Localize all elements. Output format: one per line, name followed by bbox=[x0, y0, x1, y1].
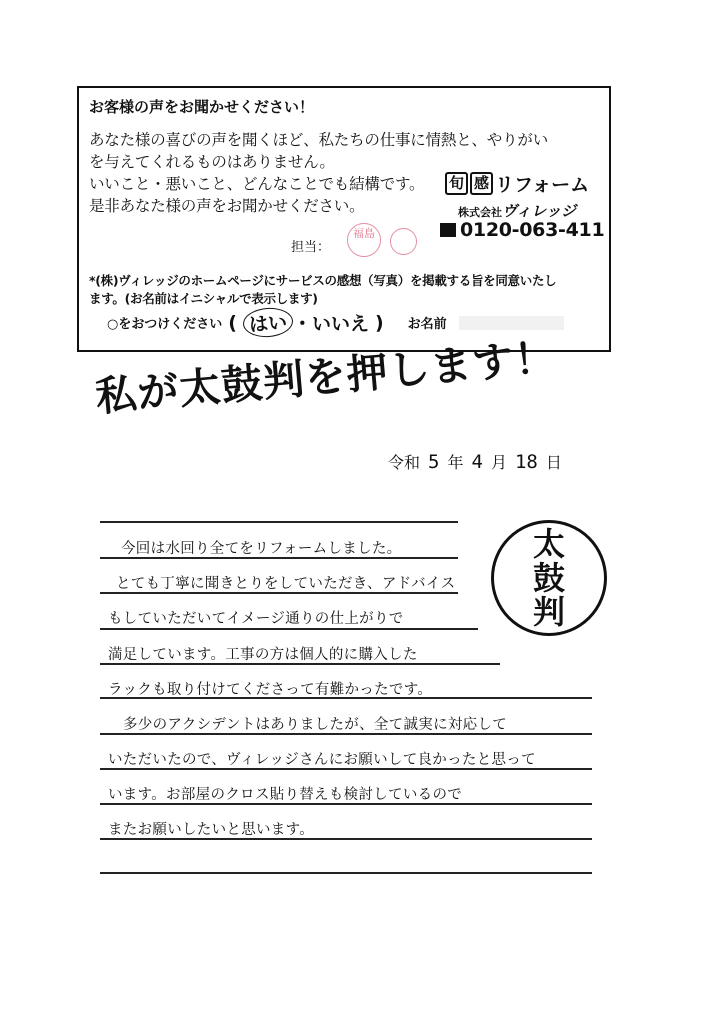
company-name bbox=[458, 200, 576, 221]
option-label: ○をおつけください bbox=[107, 317, 223, 332]
message-line: とても丁寧に聞きとりをしていただき、アドバイス bbox=[116, 576, 456, 592]
message-line: いただいたので、ヴィレッジさんにお願いして良かったと思って bbox=[108, 752, 536, 768]
message-line: います。お部屋のクロス貼り替えも検討しているので bbox=[108, 787, 463, 803]
date bbox=[388, 450, 562, 473]
ruled-line bbox=[100, 628, 478, 630]
date-month: 4 bbox=[471, 451, 483, 473]
intro-line: いいこと・悪いこと、どんなことでも結構です。 bbox=[89, 175, 425, 193]
separator-dot: ・ bbox=[292, 313, 312, 335]
no-option[interactable]: いいえ bbox=[311, 313, 369, 335]
company-brand: ヴィレッジ bbox=[502, 202, 576, 220]
staff-seal-stamp: 福島 bbox=[347, 223, 381, 257]
open-paren: ( bbox=[228, 311, 237, 334]
headline: 私が太鼓判を押します！ bbox=[93, 332, 559, 422]
phone-number: 0120-063-411 bbox=[460, 219, 605, 241]
consent-line: *(株)ヴィレッジのホームページにサービスの感想（写真）を掲載する旨を同意いたし bbox=[89, 273, 557, 288]
intro-line: あなた様の喜びの声を聞くほど、私たちの仕事に情熱と、やりがい bbox=[89, 131, 549, 149]
message-line: 満足しています。工事の方は個人的に購入した bbox=[108, 647, 418, 663]
stamp-char: 判 bbox=[532, 593, 565, 631]
ruled-line bbox=[100, 521, 458, 523]
logo-mark: 感 bbox=[470, 172, 493, 195]
name-label: お名前 bbox=[407, 317, 447, 332]
stamp-char: 太 bbox=[532, 525, 565, 563]
phone-row bbox=[440, 219, 604, 241]
message-line: 多少のアクシデントはありましたが、全て誠実に対応して bbox=[123, 717, 508, 733]
intro-line: 是非あなた様の声をお聞かせください。 bbox=[89, 197, 365, 215]
date-year: 5 bbox=[428, 451, 440, 473]
message-line: ラックも取り付けてくださって有難かったです。 bbox=[108, 682, 433, 698]
consent-line: ます。(お名前はイニシャルで表示します) bbox=[89, 291, 318, 306]
message-line: 今回は水回り全てをリフォームしました。 bbox=[121, 541, 402, 557]
message-line: またお願いしたいと思います。 bbox=[108, 822, 315, 838]
date-year-label: 年 bbox=[447, 453, 464, 472]
feedback-form-box bbox=[77, 86, 611, 352]
date-day: 18 bbox=[514, 451, 538, 473]
form-title: お客様の声をお聞かせください！ bbox=[89, 98, 315, 116]
intro-line: を与えてくれるものはありません。 bbox=[89, 153, 335, 171]
second-seal-stamp bbox=[390, 228, 417, 255]
logo-text: リフォーム bbox=[495, 174, 590, 196]
company-logo bbox=[445, 170, 589, 197]
yes-option-circled[interactable]: はい bbox=[242, 306, 294, 338]
free-dial-icon bbox=[440, 223, 456, 237]
date-day-label: 日 bbox=[545, 453, 562, 472]
logo-mark: 旬 bbox=[445, 172, 468, 195]
ruled-line bbox=[100, 872, 592, 874]
company-prefix: 株式会社 bbox=[458, 206, 502, 219]
taikoban-stamp bbox=[491, 520, 607, 636]
staff-label: 担当： bbox=[291, 240, 331, 255]
message-line: もしていただいてイメージ通りの仕上がりで bbox=[108, 611, 404, 627]
stamp-char: 鼓 bbox=[532, 559, 565, 597]
date-era: 令和 bbox=[388, 453, 421, 472]
date-month-label: 月 bbox=[490, 453, 507, 472]
close-paren: ) bbox=[374, 311, 384, 334]
